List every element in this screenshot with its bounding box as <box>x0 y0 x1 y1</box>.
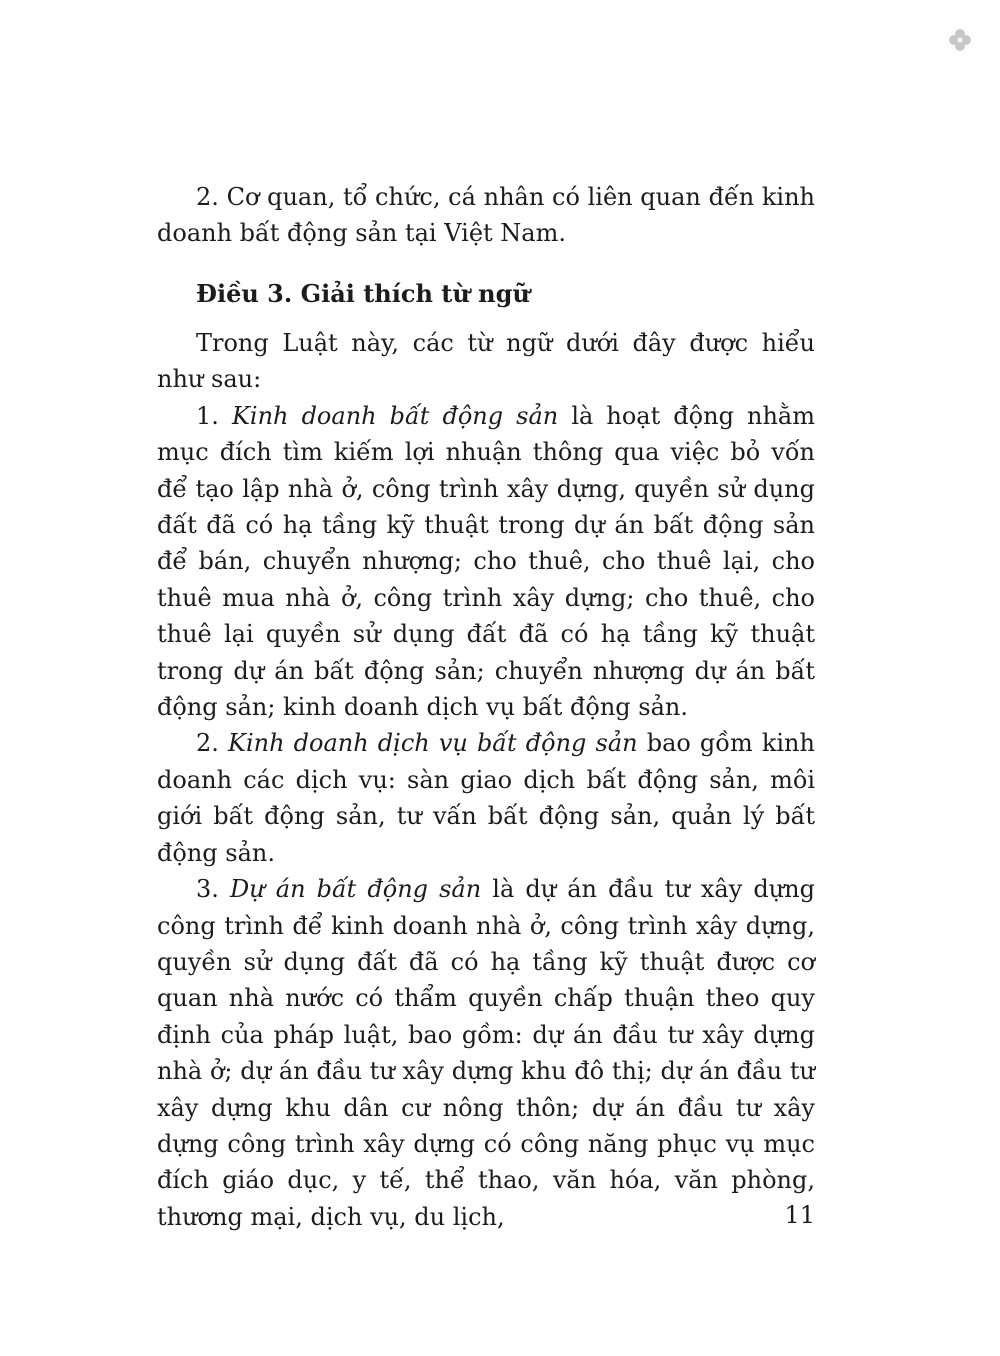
article-intro: Trong Luật này, các từ ngữ dưới đây được hiểu như sau: <box>157 329 815 394</box>
definition-term: Kinh doanh bất động sản <box>231 401 559 430</box>
definition-text: bao gồm kinh doanh các dịch vụ: sàn giao dịch bất động sản, môi giới bất động sản, tư vấn bất động sản, quản lý bất động sản. <box>157 729 815 867</box>
definition-1 <box>157 398 815 726</box>
clause-2-text: 2. Cơ quan, tổ chức, cá nhân có liên quan đến kinh doanh bất động sản tại Việt Nam. <box>157 183 815 248</box>
definition-text: là dự án đầu tư xây dựng công trình để kinh doanh nhà ở, công trình xây dựng, quyền sử dụng đất đã có hạ tầng kỹ thuật được cơ quan nhà nước có thẩm quyền chấp thuận theo quy định của pháp luật, bao gồm: dự án đầu tư xây dựng nhà ở; dự án đầu tư xây dựng khu đô thị; dự án đầu tư xây dựng khu dân cư nông thôn; dự án đầu tư xây dựng công trình xây dựng có công năng phục vụ mục đích giáo dục, y tế, thể thao, văn hóa, văn phòng, thương mại, dịch vụ, du lịch, <box>157 875 815 1231</box>
definition-term: Kinh doanh dịch vụ bất động sản <box>228 729 638 758</box>
flower-icon <box>948 28 972 52</box>
definition-number: 2. <box>196 729 219 758</box>
definition-number: 1. <box>196 401 219 430</box>
definition-term: Dự án bất động sản <box>229 875 482 904</box>
clause-2-block <box>157 179 815 252</box>
definition-number: 3. <box>196 875 219 904</box>
definition-3 <box>157 871 815 1235</box>
article-body <box>157 325 815 1235</box>
article-heading: Điều 3. Giải thích từ ngữ <box>196 279 530 308</box>
page-number: 11 <box>784 1201 815 1229</box>
definition-2 <box>157 725 815 871</box>
definition-text: là hoạt động nhằm mục đích tìm kiếm lợi nhuận thông qua việc bỏ vốn để tạo lập nhà ở, công trình xây dựng, quyền sử dụng đất đã có hạ tầng kỹ thuật trong dự án bất động sản để bán, chuyển nhượng; cho thuê, cho thuê lại, cho thuê mua nhà ở, công trình xây dựng; cho thuê, cho thuê lại quyền sử dụng đất đã có hạ tầng kỹ thuật trong dự án bất động sản; chuyển nhượng dự án bất động sản; kinh doanh dịch vụ bất động sản. <box>157 401 815 722</box>
